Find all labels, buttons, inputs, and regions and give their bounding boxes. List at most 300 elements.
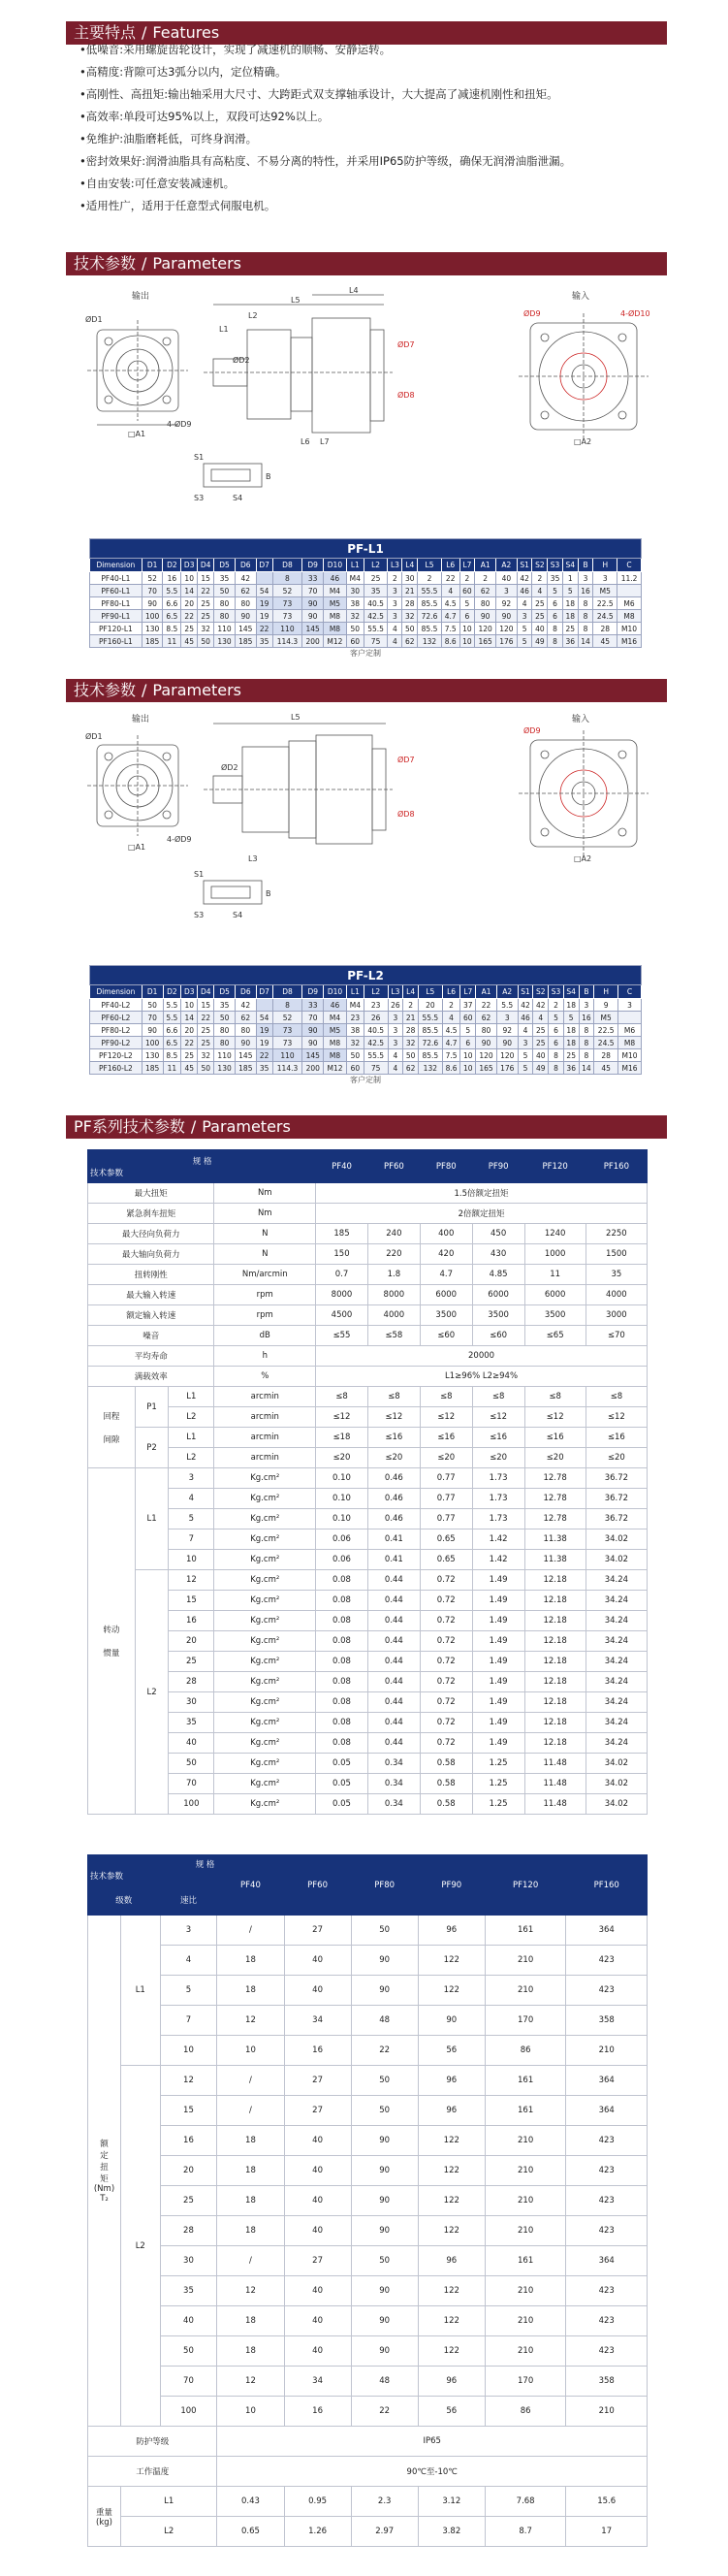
column-header: S1: [518, 985, 533, 999]
inertia-value: 0.10: [316, 1468, 368, 1489]
backlash-stage: L1: [169, 1428, 214, 1448]
inertia-ratio: 35: [169, 1713, 214, 1733]
table-cell: 165: [476, 1062, 497, 1075]
table-cell: 120: [476, 1049, 497, 1062]
table-cell: 55.5: [364, 1049, 388, 1062]
features-list: [79, 39, 661, 217]
table-cell: 80: [235, 597, 256, 610]
param-value: ≤70: [586, 1326, 647, 1346]
inertia-value: 0.34: [367, 1774, 420, 1794]
table-cell: 145: [235, 1049, 256, 1062]
torque-value: 50: [351, 2096, 418, 2126]
table-cell: 8: [272, 572, 302, 585]
param-name: 最大输入转速: [88, 1285, 214, 1305]
table-cell: 18: [563, 999, 579, 1012]
table-cell: 5: [459, 597, 475, 610]
table-cell: 5: [518, 1062, 533, 1075]
table-cell: 24.5: [594, 1037, 618, 1049]
column-header: S3: [548, 559, 563, 572]
model-header: PF60: [367, 1150, 420, 1183]
table-cell: 8.5: [163, 623, 181, 635]
torque-value: 358: [566, 2006, 648, 2036]
table-cell: 3: [388, 610, 402, 623]
table-cell: 20: [181, 1024, 198, 1037]
d1-label: ØD1: [85, 315, 103, 324]
table-cell: 22: [256, 1049, 272, 1062]
param-value: 3500: [420, 1305, 472, 1326]
inertia-value: 0.58: [420, 1754, 472, 1774]
model-header: PF90: [418, 1855, 485, 1916]
inertia-value: 1.49: [472, 1692, 524, 1713]
torque-value: 122: [418, 1976, 485, 2006]
table-cell: 10: [181, 999, 198, 1012]
ratio-header: 速比: [160, 1885, 217, 1916]
torque-ratio: 4: [160, 1946, 217, 1976]
inertia-ratio: 12: [169, 1570, 214, 1591]
table-cell: 80: [214, 1024, 236, 1037]
table-cell: 176: [496, 635, 518, 648]
table-cell: 200: [302, 635, 324, 648]
param-value: ≤55: [316, 1326, 368, 1346]
table-cell: 50: [214, 585, 236, 597]
a2-label: □A2: [574, 437, 592, 446]
inertia-value: 0.44: [367, 1672, 420, 1692]
table-cell: 54: [256, 585, 272, 597]
weight-value: 17: [566, 2517, 648, 2547]
backlash-unit: arcmin: [214, 1448, 316, 1468]
table-cell: 4: [518, 1024, 533, 1037]
inertia-ratio: 20: [169, 1631, 214, 1652]
table-cell: 8: [549, 1049, 564, 1062]
torque-row: [88, 2397, 648, 2427]
column-header: S4: [563, 985, 579, 999]
model-header: PF60: [284, 1855, 351, 1916]
table-cell: 90: [302, 1037, 324, 1049]
torque-row: [88, 1976, 648, 2006]
table-cell: M16: [618, 1062, 642, 1075]
inertia-value: 0.06: [316, 1550, 368, 1570]
column-header: D9: [302, 985, 324, 999]
column-header: S2: [533, 985, 549, 999]
table-cell: 28: [402, 597, 418, 610]
inertia-row: [88, 1713, 648, 1733]
inertia-value: 1.73: [472, 1509, 524, 1530]
table-cell: 6.6: [163, 1024, 181, 1037]
torque-ratio: 30: [160, 2246, 217, 2276]
table-cell: 28: [594, 1049, 618, 1062]
inertia-value: 1.49: [472, 1591, 524, 1611]
table-cell: 20: [418, 999, 442, 1012]
inertia-row: [88, 1672, 648, 1692]
torque-value: 96: [418, 2096, 485, 2126]
inertia-value: 0.65: [420, 1530, 472, 1550]
backlash-value: ≤8: [472, 1387, 524, 1407]
table-cell: 4: [441, 585, 459, 597]
table-row: [90, 1037, 642, 1049]
inertia-value: 0.08: [316, 1713, 368, 1733]
table-cell: M4: [324, 1012, 347, 1024]
table-cell: 100: [142, 1037, 163, 1049]
table-cell: 25: [563, 1049, 579, 1062]
inertia-value: 34.24: [586, 1570, 647, 1591]
inertia-unit: Kg.cm²: [214, 1754, 316, 1774]
torque-value: 86: [485, 2397, 566, 2427]
torque-row: [88, 2276, 648, 2306]
param-value: ≤60: [420, 1326, 472, 1346]
inertia-unit: Kg.cm²: [214, 1672, 316, 1692]
column-header: D8: [272, 559, 302, 572]
inertia-value: 11.38: [524, 1550, 586, 1570]
torque-value: 18: [217, 2216, 284, 2246]
param-value: 430: [472, 1244, 524, 1265]
inertia-value: 0.10: [316, 1509, 368, 1530]
param-name: 满载效率: [88, 1367, 214, 1387]
table-cell: 25: [533, 1037, 549, 1049]
torque-value: 122: [418, 2276, 485, 2306]
table-note-row: [90, 648, 642, 660]
perf-row: [88, 1183, 648, 1204]
table-cell: 85.5: [418, 1024, 442, 1037]
table-cell: 4.5: [442, 1024, 460, 1037]
backlash-value: ≤16: [420, 1428, 472, 1448]
table-cell: 46: [324, 999, 347, 1012]
table-cell: 114.3: [272, 1062, 302, 1075]
inertia-value: 11.38: [524, 1530, 586, 1550]
torque-ratio: 20: [160, 2156, 217, 2186]
l3-dim-label: L3: [248, 854, 258, 863]
inertia-unit: Kg.cm²: [214, 1692, 316, 1713]
table-cell: 4: [388, 635, 402, 648]
inertia-row: [88, 1489, 648, 1509]
series-header-cn: PF系列技术参数: [74, 1117, 185, 1136]
param-value: ≤60: [472, 1326, 524, 1346]
table-cell: 90: [475, 610, 496, 623]
torque-value: 22: [351, 2397, 418, 2427]
table-cell: 3: [388, 597, 402, 610]
table-cell: 26: [364, 1012, 388, 1024]
table-cell: 3: [496, 1012, 518, 1024]
table-cell: 21: [402, 585, 418, 597]
torque-value: 27: [284, 2246, 351, 2276]
weight-value: 0.43: [217, 2487, 284, 2517]
inertia-value: 34.02: [586, 1550, 647, 1570]
param-value: 240: [367, 1224, 420, 1244]
inertia-label-top: 转动: [103, 1626, 120, 1635]
torque-value: 27: [284, 2066, 351, 2096]
torque-value: 122: [418, 2306, 485, 2336]
param-value: 6000: [524, 1285, 586, 1305]
column-header: L4: [402, 559, 418, 572]
inertia-value: 0.08: [316, 1692, 368, 1713]
inertia-value: 0.44: [367, 1631, 420, 1652]
param-value: 4.85: [472, 1265, 524, 1285]
torque-value: 96: [418, 2367, 485, 2397]
torque-value: 210: [485, 1976, 566, 2006]
param-value: 150: [316, 1244, 368, 1265]
param-name: 最大径向负荷力: [88, 1224, 214, 1244]
torque-value: 90: [351, 1976, 418, 2006]
column-header: C: [618, 985, 642, 999]
l7-dim-label: L7: [320, 437, 330, 446]
param-name: 额定输入转速: [88, 1305, 214, 1326]
table-cell: 114.3: [272, 635, 302, 648]
table-cell: 70: [142, 1012, 163, 1024]
weight-value: 2.97: [351, 2517, 418, 2547]
table-cell: 21: [403, 1012, 419, 1024]
table-cell: PF90-L2: [90, 1037, 142, 1049]
table-cell: 73: [272, 610, 302, 623]
table-cell: 3: [518, 1037, 533, 1049]
table-cell: 62: [235, 585, 256, 597]
torque-value: 50: [351, 2246, 418, 2276]
torque-value: 40: [284, 2336, 351, 2367]
table-cell: 25: [198, 1037, 214, 1049]
backlash-value: ≤8: [524, 1387, 586, 1407]
table-row: [90, 597, 642, 610]
table-cell: 60: [346, 635, 364, 648]
table-cell: 90: [302, 1024, 324, 1037]
table-cell: 5: [460, 1024, 476, 1037]
l1-drawing-svg: [58, 279, 669, 522]
inertia-unit: Kg.cm²: [214, 1570, 316, 1591]
table-cell: 22: [198, 1012, 214, 1024]
table-cell: 3: [388, 1024, 403, 1037]
table-cell: 90: [302, 610, 324, 623]
backlash-value: ≤16: [586, 1428, 647, 1448]
torque-ratio: 100: [160, 2397, 217, 2427]
column-header: Dimension: [90, 559, 142, 572]
table-cell: 16: [578, 585, 593, 597]
rated-torque-label-line: (Nm): [93, 2184, 115, 2194]
torque-row: [88, 2216, 648, 2246]
table-cell: M8: [324, 623, 347, 635]
table-cell: 90: [496, 610, 518, 623]
torque-ratio: 15: [160, 2096, 217, 2126]
model-header: PF120: [485, 1855, 566, 1916]
table-cell: 90: [142, 1024, 163, 1037]
table-cell: 37: [460, 999, 476, 1012]
table-cell: 73: [272, 1024, 302, 1037]
table-cell: 110: [214, 623, 236, 635]
torque-value: 10: [217, 2397, 284, 2427]
param-value: 1.8: [367, 1265, 420, 1285]
perf-row: [88, 1204, 648, 1224]
inertia-value: 12.18: [524, 1692, 586, 1713]
param-value: ≤58: [367, 1326, 420, 1346]
feature-item: •自由安装:可任意安装减速机。: [79, 177, 236, 190]
inertia-value: 0.46: [367, 1468, 420, 1489]
column-header: D7: [256, 559, 272, 572]
table-cell: PF40-L1: [90, 572, 142, 585]
table-cell: 50: [402, 623, 418, 635]
table-cell: 25: [533, 1024, 549, 1037]
table-cell: 42: [533, 999, 549, 1012]
torque-value: 34: [284, 2367, 351, 2397]
param-unit: Nm: [214, 1204, 316, 1224]
inertia-stage: L1: [135, 1468, 168, 1570]
table-cell: M10: [617, 623, 642, 635]
table-cell: M16: [617, 635, 642, 648]
column-header: D3: [181, 559, 198, 572]
inertia-value: 12.18: [524, 1591, 586, 1611]
inertia-value: 0.05: [316, 1774, 368, 1794]
inertia-value: 0.72: [420, 1591, 472, 1611]
feature-item: •高刚性、高扭矩:输出轴采用大尺寸、大跨距式双支撑轴承设计，大大提高了减速机刚性和扭矩。: [79, 87, 558, 101]
inertia-unit: Kg.cm²: [214, 1631, 316, 1652]
inertia-value: 0.41: [367, 1530, 420, 1550]
torque-value: 96: [418, 2246, 485, 2276]
table-cell: 2: [418, 572, 442, 585]
table-cell: 4: [517, 597, 532, 610]
header-separator: /: [190, 1117, 197, 1136]
table-cell: 46: [518, 1012, 533, 1024]
table-cell: 3: [388, 585, 402, 597]
weight-label: 重量(kg): [88, 2487, 121, 2547]
table-title: PF-L1: [90, 539, 642, 559]
b-label: B: [266, 472, 271, 481]
table-cell: 8: [579, 1037, 594, 1049]
torque-value: 40: [284, 2126, 351, 2156]
inertia-value: 0.72: [420, 1570, 472, 1591]
table-cell: 25: [532, 597, 548, 610]
param-unit: %: [214, 1367, 316, 1387]
torque-row: [88, 2066, 648, 2096]
table-cell: 100: [142, 610, 163, 623]
torque-value: 18: [217, 1976, 284, 2006]
torque-row: [88, 2126, 648, 2156]
table-cell: M5: [324, 1024, 347, 1037]
table-cell: 22: [256, 623, 272, 635]
table-cell: 32: [403, 1037, 419, 1049]
column-header: D5: [214, 559, 236, 572]
table-cell: 30: [346, 585, 364, 597]
perf-header-row: [88, 1150, 648, 1183]
column-header: L3: [388, 985, 403, 999]
torque-value: 210: [485, 2126, 566, 2156]
backlash-value: ≤12: [367, 1407, 420, 1428]
torque-value: 423: [566, 2276, 648, 2306]
backlash-row: [88, 1387, 648, 1407]
param-value: 0.7: [316, 1265, 368, 1285]
table-cell: 10: [460, 1049, 476, 1062]
table-cell: M8: [324, 1037, 347, 1049]
table-cell: 145: [302, 1049, 324, 1062]
param-unit: N: [214, 1224, 316, 1244]
inertia-row: [88, 1570, 648, 1591]
d8-label: ØD8: [397, 391, 415, 400]
torque-value: 364: [566, 2096, 648, 2126]
table-cell: 185: [235, 635, 256, 648]
torque-value: 170: [485, 2367, 566, 2397]
table-cell: 60: [459, 585, 475, 597]
torque-value: 210: [485, 2336, 566, 2367]
torque-ratio: 40: [160, 2306, 217, 2336]
inertia-value: 1.49: [472, 1570, 524, 1591]
inertia-value: 0.58: [420, 1794, 472, 1815]
table-cell: 42: [517, 572, 532, 585]
torque-value: 18: [217, 2306, 284, 2336]
torque-value: 22: [351, 2036, 418, 2066]
table-cell: 19: [256, 597, 272, 610]
torque-value: 364: [566, 2066, 648, 2096]
model-header: PF160: [566, 1855, 648, 1916]
table-cell: 6.5: [163, 610, 181, 623]
weight-row: [88, 2517, 648, 2547]
table-cell: 49: [532, 635, 548, 648]
table-cell: 200: [302, 1062, 324, 1075]
torque-value: 40: [284, 2186, 351, 2216]
torque-value: 16: [284, 2397, 351, 2427]
performance-table: [87, 1149, 648, 1815]
backlash-value: ≤8: [586, 1387, 647, 1407]
backlash-value: ≤20: [472, 1448, 524, 1468]
table-cell: 52: [272, 1012, 302, 1024]
params1-header-cn: 技术参数: [74, 254, 137, 273]
table-cell: 6: [459, 610, 475, 623]
inertia-value: 34.24: [586, 1733, 647, 1754]
torque-value: 210: [485, 2306, 566, 2336]
table-cell: 32: [402, 610, 418, 623]
perf-row: [88, 1305, 648, 1326]
inertia-ratio: 25: [169, 1652, 214, 1672]
perf-row: [88, 1346, 648, 1367]
param-name: 最大扭矩: [88, 1183, 214, 1204]
inertia-row: [88, 1591, 648, 1611]
torque-row: [88, 2367, 648, 2397]
torque-value: 90: [351, 2276, 418, 2306]
table-cell: 4: [388, 1062, 403, 1075]
table-note-row: [90, 1075, 642, 1086]
torque-value: 122: [418, 2126, 485, 2156]
holes-label: 4-ØD9: [167, 835, 192, 844]
inertia-value: 1.49: [472, 1672, 524, 1692]
torque-value: 423: [566, 1976, 648, 2006]
inertia-unit: Kg.cm²: [214, 1550, 316, 1570]
torque-row: [88, 1946, 648, 1976]
table-cell: 2: [549, 999, 564, 1012]
table-cell: 8: [548, 635, 563, 648]
inertia-ratio: 50: [169, 1754, 214, 1774]
param-value: 4000: [367, 1305, 420, 1326]
table-cell: M6: [617, 597, 642, 610]
table-cell: 8: [578, 623, 593, 635]
table-cell: 92: [496, 597, 518, 610]
table-cell: M6: [618, 1024, 642, 1037]
table-cell: 73: [272, 597, 302, 610]
model-header: PF90: [472, 1150, 524, 1183]
column-header: D5: [214, 985, 236, 999]
table-cell: 3: [593, 572, 617, 585]
torque-value: 56: [418, 2397, 485, 2427]
torque-ratio: 70: [160, 2367, 217, 2397]
torque-value: 27: [284, 2096, 351, 2126]
perf-row: [88, 1244, 648, 1265]
table-cell: 19: [256, 610, 272, 623]
param-value: 4500: [316, 1305, 368, 1326]
model-header: PF40: [217, 1855, 284, 1916]
table-cell: 32: [198, 623, 214, 635]
model-header: PF80: [420, 1150, 472, 1183]
torque-ratio: 28: [160, 2216, 217, 2246]
inertia-value: 1.49: [472, 1713, 524, 1733]
torque-row: [88, 1916, 648, 1946]
feature-item: •密封效果好:润滑油脂具有高粘度、不易分离的特性，并采用IP65防护等级，确保无润滑油脂泄漏。: [79, 154, 572, 168]
inertia-value: 34.02: [586, 1774, 647, 1794]
d7-label: ØD7: [397, 756, 415, 764]
column-header: D8: [272, 985, 302, 999]
rated-torque-label-line: 额: [100, 2140, 109, 2149]
table-cell: M12: [324, 1062, 347, 1075]
